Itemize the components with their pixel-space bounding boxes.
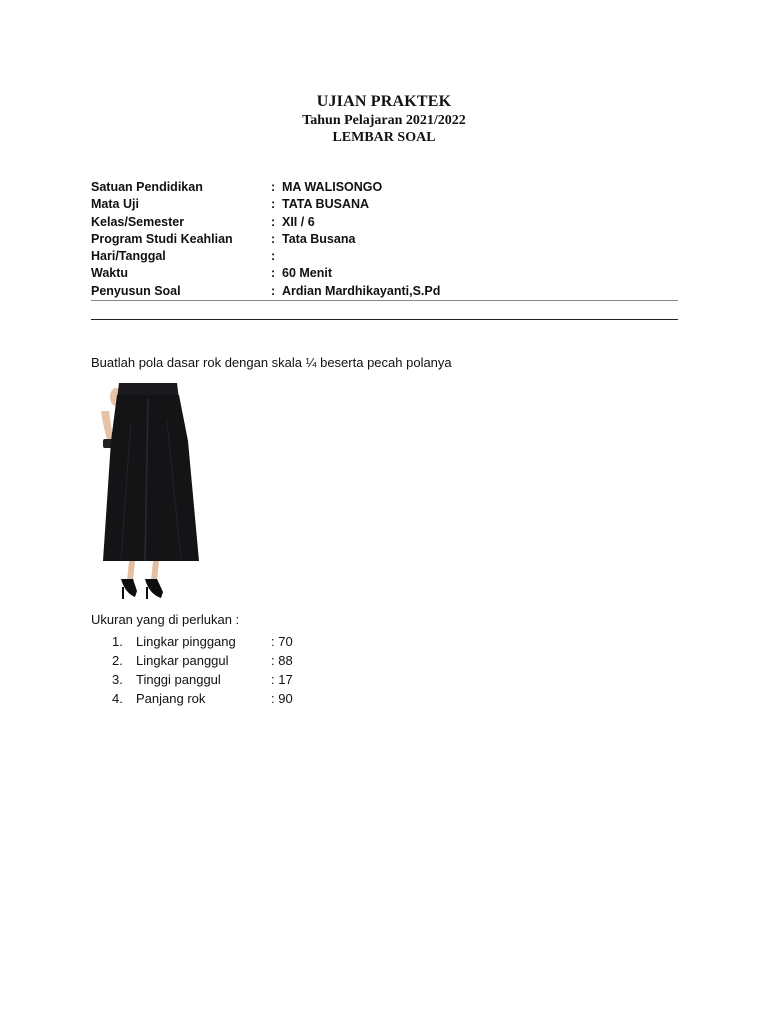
info-colon: : — [271, 197, 276, 212]
school-year: Tahun Pelajaran 2021/2022 — [302, 113, 466, 128]
item-label: Panjang rok — [136, 691, 206, 706]
info-value: TATA BUSANA — [282, 197, 370, 212]
skirt-photo — [91, 381, 203, 603]
info-row — [91, 231, 691, 248]
list-item — [112, 651, 512, 670]
divider-line — [91, 319, 678, 320]
item-number: 4. — [112, 691, 123, 706]
item-number: 3. — [112, 672, 123, 687]
item-label: Tinggi panggul — [136, 672, 221, 687]
item-value: : 70 — [271, 634, 293, 649]
measurements-heading: Ukuran yang di perlukan : — [91, 612, 240, 627]
info-row — [91, 248, 691, 265]
info-colon: : — [271, 180, 276, 194]
info-row — [91, 265, 691, 282]
info-colon: : — [271, 214, 276, 229]
info-label: Penyusun Soal — [91, 283, 181, 298]
item-number: 2. — [112, 653, 123, 668]
exam-info-table — [91, 179, 691, 300]
sheet-title: LEMBAR SOAL — [332, 130, 436, 145]
info-value: MA WALISONGO — [282, 180, 383, 194]
item-number: 1. — [112, 634, 123, 649]
item-label: Lingkar pinggang — [136, 634, 236, 649]
info-label: Program Studi Keahlian — [91, 231, 233, 246]
info-row — [91, 214, 691, 231]
info-label: Hari/Tanggal — [91, 249, 166, 264]
info-label: Satuan Pendidikan — [91, 180, 203, 194]
item-label: Lingkar panggul — [136, 653, 229, 668]
info-colon: : — [271, 231, 276, 246]
info-label: Waktu — [91, 266, 129, 281]
list-item — [112, 632, 512, 651]
measurements-list — [112, 632, 512, 708]
exam-instruction: Buatlah pola dasar rok dengan skala ¼ beserta pecah polanya — [91, 355, 452, 370]
info-row — [91, 196, 691, 213]
info-colon: : — [271, 249, 276, 264]
list-item — [112, 689, 512, 708]
info-value: XII / 6 — [282, 214, 315, 229]
page-title: UJIAN PRAKTEK — [316, 93, 452, 110]
info-label: Kelas/Semester — [91, 214, 185, 229]
item-value: : 90 — [271, 691, 293, 706]
list-item — [112, 670, 512, 689]
item-value: : 88 — [271, 653, 293, 668]
info-label: Mata Uji — [91, 197, 139, 212]
info-value: Ardian Mardhikayanti,S.Pd — [282, 283, 441, 298]
info-colon: : — [271, 283, 276, 298]
divider-line — [91, 300, 678, 301]
info-row — [91, 179, 691, 196]
info-row — [91, 283, 691, 300]
info-colon: : — [271, 266, 276, 281]
info-value: Tata Busana — [282, 231, 356, 246]
info-value: 60 Menit — [282, 266, 333, 281]
item-value: : 17 — [271, 672, 293, 687]
